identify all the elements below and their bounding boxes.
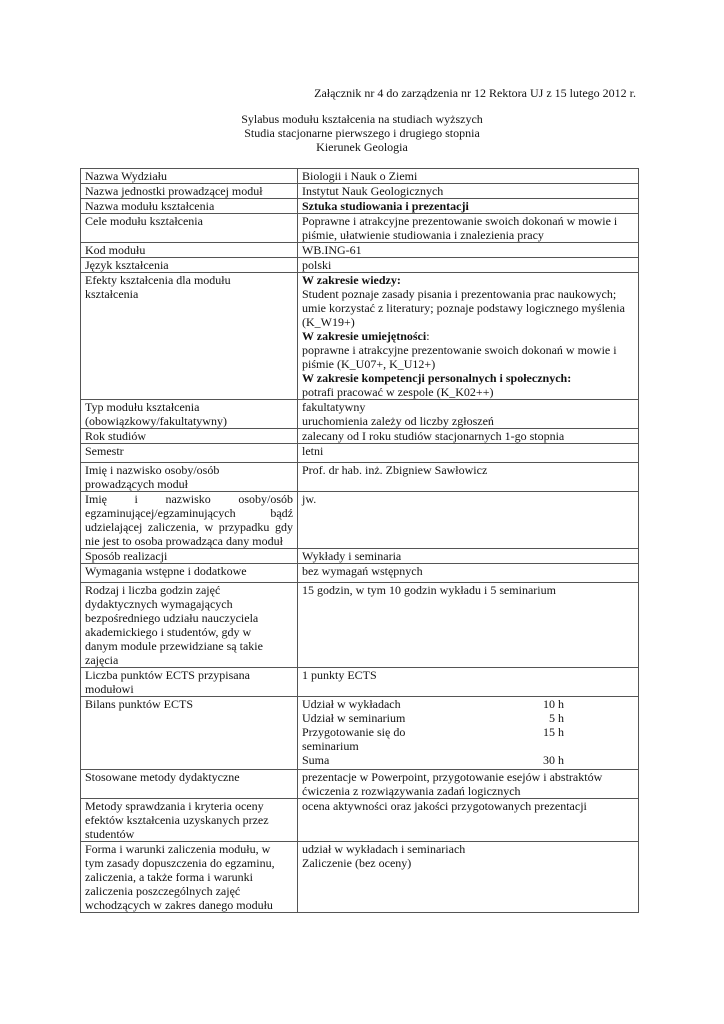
instructor-label-line-2: prowadzących moduł	[85, 477, 188, 491]
goals-line-1: Poprawne i atrakcyjne prezentowanie swoich dokonań w mowie i	[302, 214, 618, 228]
completion-value	[298, 842, 639, 913]
completion-label-line-2: tym zasady dopuszczenia do egzaminu,	[85, 856, 275, 870]
examiner-label-line-4: nie jest to osoba prowadząca dany moduł	[85, 534, 283, 548]
language-value: polski	[298, 258, 639, 273]
code-value: WB.ING-61	[298, 243, 639, 258]
competences-heading	[302, 371, 634, 385]
knowledge-line-1: Student poznaje zasady pisania i prezentowania prac naukowych;	[302, 287, 617, 301]
header-title: Sylabus modułu kształcenia na studiach wyższych	[241, 112, 483, 126]
row-prerequisites	[81, 564, 639, 583]
row-unit	[81, 184, 639, 199]
skills-heading-colon: :	[426, 329, 430, 343]
balance-item-name: Udział w seminarium	[302, 711, 406, 725]
module-name-label: Nazwa modułu kształcenia	[81, 199, 298, 214]
methods-line-1: prezentacje w Powerpoint, przygotowanie esejów i abstraktów	[302, 770, 603, 784]
knowledge-heading-text: W zakresie wiedzy:	[302, 273, 401, 287]
balance-item-hours: 5 h	[549, 711, 564, 725]
row-assessment	[81, 799, 639, 842]
row-methods	[81, 770, 639, 799]
completion-label-line-1: Forma i warunki zaliczenia modułu, w	[85, 842, 271, 856]
balance-item-name: Udział w wykładach	[302, 697, 401, 711]
module-type-value	[298, 400, 639, 429]
delivery-value: Wykłady i seminaria	[298, 549, 639, 564]
hours-label-line-5: danym module przewidziane są takie	[85, 639, 263, 653]
balance-item-name: Suma	[302, 753, 330, 767]
module-type-label-line-1: Typ modułu kształcenia	[85, 400, 200, 414]
row-examiner	[81, 492, 639, 549]
ects-balance-value	[298, 697, 639, 770]
completion-label-line-5: wchodzących w zakres danego modułu	[85, 898, 273, 912]
syllabus-table	[80, 168, 639, 913]
balance-item-hours: 15 h	[543, 725, 564, 739]
row-module-type	[81, 400, 639, 429]
row-code	[81, 243, 639, 258]
header-study-type: Studia stacjonarne pierwszego i drugiego stopnia	[244, 126, 480, 140]
row-semester	[81, 444, 639, 463]
assessment-value: ocena aktywności oraz jakości przygotowanych prezentacji	[298, 799, 639, 842]
semester-value: letni	[298, 444, 639, 463]
ects-label-line-1: Liczba punktów ECTS przypisana	[85, 668, 250, 682]
row-delivery	[81, 549, 639, 564]
semester-label: Semestr	[81, 444, 298, 463]
hours-label-line-4: akademickiego i studentów, gdy w	[85, 625, 252, 639]
delivery-label: Sposób realizacji	[81, 549, 298, 564]
row-ects	[81, 668, 639, 697]
row-instructor	[81, 463, 639, 492]
row-outcomes	[81, 273, 639, 400]
assessment-label-line-3: studentów	[85, 827, 135, 841]
assessment-label-line-1: Metody sprawdzania i kryteria oceny	[85, 799, 264, 813]
module-name-text: Sztuka studiowania i prezentacji	[302, 199, 469, 213]
methods-value	[298, 770, 639, 799]
code-label: Kod modułu	[81, 243, 298, 258]
hours-label	[81, 583, 298, 668]
faculty-value: Biologii i Nauk o Ziemi	[298, 169, 639, 184]
instructor-label-line-1: Imię i nazwisko osoby/osób	[85, 463, 220, 477]
completion-label	[81, 842, 298, 913]
hours-label-line-6: zajęcia	[85, 653, 119, 667]
hours-label-line-3: bezpośredniego udziału nauczyciela	[85, 611, 259, 625]
knowledge-line-2: umie korzystać z literatury; poznaje podstawy logicznego myślenia	[302, 301, 625, 315]
faculty-label: Nazwa Wydziału	[81, 169, 298, 184]
examiner-label-line-1: Imię i nazwisko osoby/osób	[85, 492, 293, 506]
methods-line-2: ćwiczenia z rozwiązywania zadań logicznych	[302, 784, 521, 798]
hours-label-line-1: Rodzaj i liczba godzin zajęć	[85, 583, 221, 597]
methods-label: Stosowane metody dydaktyczne	[81, 770, 298, 799]
ects-label	[81, 668, 298, 697]
module-type-line-1: fakultatywny	[302, 400, 366, 414]
language-label: Język kształcenia	[81, 258, 298, 273]
row-year	[81, 429, 639, 444]
assessment-label-line-2: efektów kształcenia uzyskanych przez	[85, 813, 269, 827]
goals-line-2: piśmie, ułatwienie studiowania i znalezienia pracy	[302, 228, 544, 242]
goals-value	[298, 214, 639, 243]
completion-label-line-4: zaliczenia poszczególnych zajęć	[85, 884, 241, 898]
completion-line-2: Zaliczenie (bez oceny)	[302, 856, 412, 870]
hours-label-line-2: dydaktycznych wymagających	[85, 597, 233, 611]
document-header	[0, 112, 724, 154]
assessment-label	[81, 799, 298, 842]
row-goals	[81, 214, 639, 243]
balance-item	[302, 711, 572, 725]
module-type-label-line-2: (obowiązkowy/fakultatywny)	[85, 414, 227, 428]
row-ects-balance	[81, 697, 639, 770]
balance-item-name: Przygotowanie się do seminarium	[302, 725, 406, 753]
balance-item-hours: 10 h	[543, 697, 564, 711]
year-value: zalecany od I roku studiów stacjonarnych 1-go stopnia	[298, 429, 639, 444]
module-name-value	[298, 199, 639, 214]
outcomes-label-line-2: kształcenia	[85, 287, 139, 301]
balance-item	[302, 697, 572, 711]
ects-label-line-2: modułowi	[85, 682, 134, 696]
row-faculty	[81, 169, 639, 184]
skills-line-2: piśmie (K_U07+, K_U12+)	[302, 357, 436, 371]
competences-line-1: potrafi pracować w zespole (K_K02++)	[302, 385, 494, 399]
hours-value: 15 godzin, w tym 10 godzin wykładu i 5 seminarium	[298, 583, 639, 668]
prerequisites-value: bez wymagań wstępnych	[298, 564, 639, 583]
balance-item-hours: 30 h	[543, 753, 564, 767]
examiner-value: jw.	[298, 492, 639, 549]
annex-note: Załącznik nr 4 do zarządzenia nr 12 Rektora UJ z 15 lutego 2012 r.	[314, 86, 636, 100]
ects-balance-label: Bilans punktów ECTS	[81, 697, 298, 770]
module-type-label	[81, 400, 298, 429]
unit-value: Instytut Nauk Geologicznych	[298, 184, 639, 199]
skills-line-1: poprawne i atrakcyjne prezentowanie swoich dokonań w mowie i	[302, 343, 617, 357]
row-hours	[81, 583, 639, 668]
knowledge-heading	[302, 273, 634, 287]
row-language	[81, 258, 639, 273]
row-completion	[81, 842, 639, 913]
skills-heading	[302, 329, 634, 343]
balance-item	[302, 725, 572, 753]
row-module-name	[81, 199, 639, 214]
outcomes-label-line-1: Efekty kształcenia dla modułu	[85, 273, 231, 287]
header-field: Kierunek Geologia	[316, 140, 408, 154]
goals-label: Cele modułu kształcenia	[81, 214, 298, 243]
outcomes-label	[81, 273, 298, 400]
instructor-value: Prof. dr hab. inż. Zbigniew Sawłowicz	[298, 463, 639, 492]
balance-item	[302, 753, 572, 767]
year-label: Rok studiów	[81, 429, 298, 444]
knowledge-line-3: (K_W19+)	[302, 315, 355, 329]
examiner-label-line-2: egzaminującej/egzaminujących bądź	[85, 506, 293, 520]
unit-label: Nazwa jednostki prowadzącej moduł	[81, 184, 298, 199]
completion-label-line-3: zaliczenia, a także forma i warunki	[85, 870, 253, 884]
competences-heading-text: W zakresie kompetencji personalnych i społecznych:	[302, 371, 572, 385]
instructor-label	[81, 463, 298, 492]
prerequisites-label: Wymagania wstępne i dodatkowe	[81, 564, 298, 583]
examiner-label-line-3: udzielającej zaliczenia, w przypadku gdy	[85, 520, 293, 534]
outcomes-value	[298, 273, 639, 400]
ects-value: 1 punkty ECTS	[298, 668, 639, 697]
module-type-line-2: uruchomienia zależy od liczby zgłoszeń	[302, 414, 494, 428]
completion-line-1: udział w wykładach i seminariach	[302, 842, 466, 856]
ects-balance-list	[302, 697, 572, 767]
examiner-label	[81, 492, 298, 549]
skills-heading-text: W zakresie umiejętności	[302, 329, 427, 343]
